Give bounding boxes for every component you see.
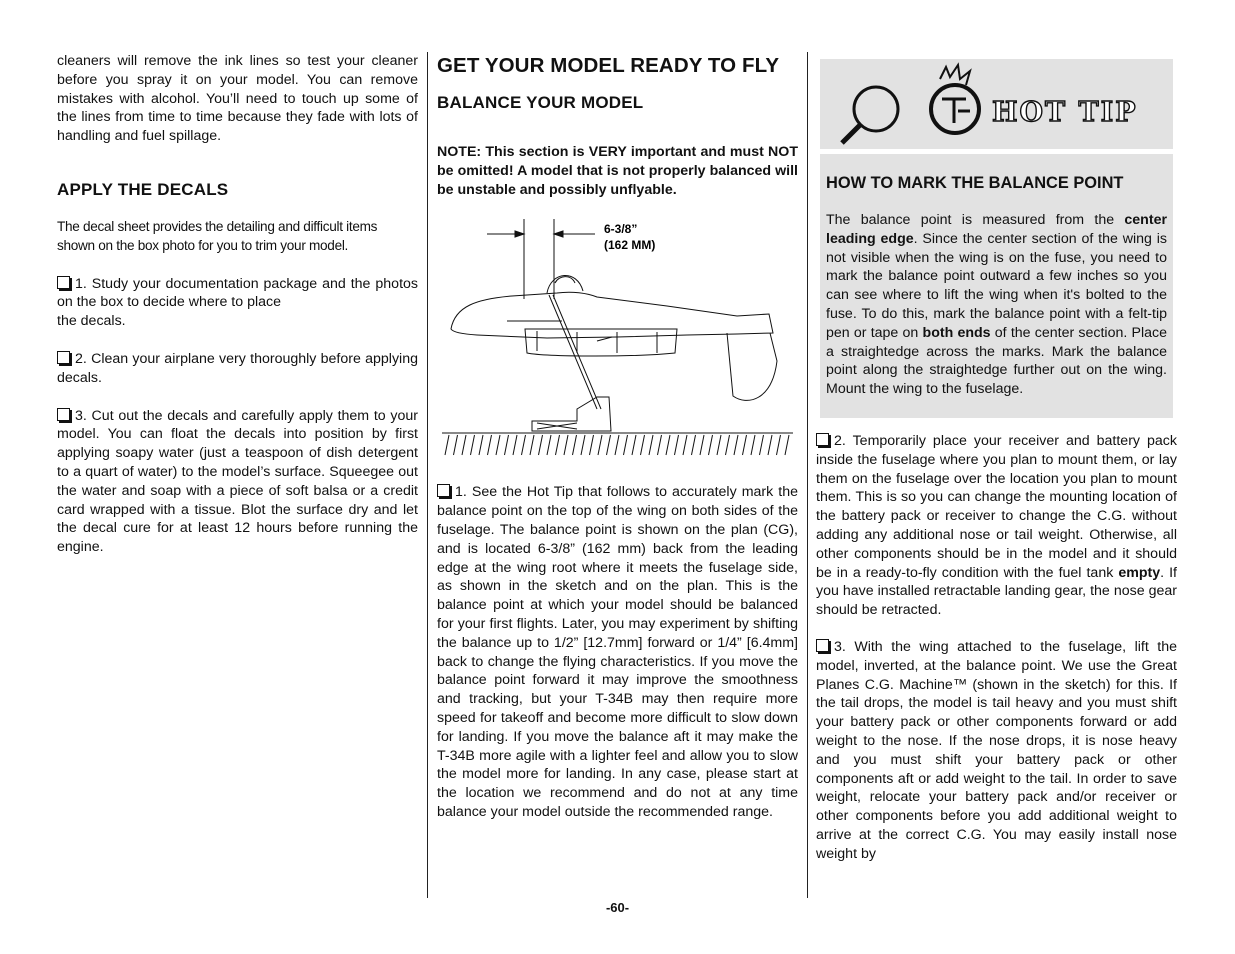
balance-step-2: 2. Temporarily place your receiver and battery pack inside the fuselage where you plan to mount them, or lay them on the fuselage over the location you plan to mount them. This is so you can change the mounting location of the battery pack or receiver to change the C.G. without adding any additional nose or tail weight. Otherwise, all other components should be in the model and it should be in a ready-to-fly condition with the fuel tank empty. If you have installed retractable landing gear, the nose gear should be retracted. [816,432,1177,619]
hatch-mark [454,435,458,455]
hatch-mark [496,435,500,455]
hatch-mark [598,435,602,455]
checkbox-icon[interactable] [57,408,70,421]
hatch-mark [513,435,517,455]
checkbox-icon[interactable] [57,351,70,364]
balance-step-1: 1. See the Hot Tip that follows to accurately mark the balance point on the top of the wing on both sides of the fuselage. The balance point is shown on the plan (CG), and is located 6-3/8” (162 mm) back from the leading edge at the wing root where it meets the fuselage side, as shown in the sketch and on the plan. This is the balance point at which your model should be balanced for your first flights. Later, you may experiment by shifting the balance up to 1/2” [12.7mm] forward or 1/4” [6.4mm] back to change the flying characteristics. If you move the balance point forward it may improve the smoothness and tracking, but your T-34B may then require more speed for takeoff and become more difficult to slow down for landing. If you move the balance aft it may make the T-34B more agile with a lighter feel and allow you to slow the model more for landing. In any case, please start at the location we recommend and do not at any time balance your model outside the recommended range. [437,484,798,820]
left-column [57,52,418,557]
hatch-mark [581,435,585,455]
decals-step-2: 2. Clean your airplane very thoroughly before applying decals. [57,350,418,386]
hatch-mark [522,435,526,455]
balance-step-3: 3. With the wing attached to the fuselage, lift the model, inverted, at the balance point. We use the Great Planes C.G. Machine™ (shown in the sketch) for this. If the tail drops, the model is tail heavy and you must shift your battery pack or other components forward or add weight to the nose. If the nose drops, it is nose heavy and you must shift your battery pack or other components aft or add weight to the tail. In order to save weight, relocate your battery pack and/or receiver or other components before you add additional weight to arrive at the correct C.G. You may easily install nose weight by [816,638,1177,862]
hatch-mark [471,435,475,455]
page-number: -60- [605,900,630,915]
magnifier-icon [854,87,898,131]
fuselage-outline [451,293,773,339]
dimension-label-mm: (162 MM) [604,238,656,253]
intro-paragraph: cleaners will remove the ink lines so test your cleaner before you spray it on your model. You can remove mistakes with alcohol. You’ll need to touch up some of the lines from time to time because they fade with lots of handling and fuel spillage. [57,53,418,145]
hatch-mark [760,435,764,455]
hatch-mark [479,435,483,455]
hatch-mark [641,435,645,455]
hot-tip-banner [820,59,1173,149]
column-divider-left [427,52,428,898]
hatch-mark [734,435,738,455]
hatch-mark [692,435,696,455]
hatch-mark [624,435,628,455]
hatch-mark [564,435,568,455]
hatch-mark [573,435,577,455]
checkbox-icon[interactable] [57,276,70,289]
tip-heading: HOW TO MARK THE BALANCE POINT [826,174,1124,192]
hatch-mark [547,435,551,455]
hatch-mark [751,435,755,455]
important-note: NOTE: This section is VERY important and must NOT be omitted! A model that is not properly balanced will be unstable and possibly unflyable. [437,144,798,198]
cg-machine-post [549,295,597,409]
hatch-mark [445,435,449,455]
dimension-arrow [515,231,524,237]
decals-step-3: 3. Cut out the decals and carefully apply them to your model. You can float the decals into position by first applying soapy water (just a teaspoon of dish detergent to a quart of water) to the model’s surface. Squeegee out the water and soap with a piece of soft balsa or a credit card wrapped with a tissue. Blot the surface dry and let the decal cure for at least 12 hours before running the engine. [57,407,418,556]
hatch-mark [607,435,611,455]
hatch-mark [726,435,730,455]
checkbox-icon[interactable] [437,484,450,497]
balance-heading: BALANCE YOUR MODEL [437,93,644,112]
hatch-mark [556,435,560,455]
decals-heading: APPLY THE DECALS [57,179,229,199]
checkbox-icon[interactable] [816,433,829,446]
dimension-arrow [554,231,563,237]
hatch-mark [658,435,662,455]
hatch-mark [743,435,747,455]
hatch-mark [590,435,594,455]
hatch-mark [615,435,619,455]
hatch-mark [666,435,670,455]
middle-column [437,52,798,822]
right-column [816,52,1177,864]
hot-tip-box [820,154,1173,418]
hot-tip-title: HOT TIP [992,97,1138,128]
hatch-mark [777,435,781,455]
section-title: GET YOUR MODEL READY TO FLY [437,54,780,77]
tail-fin [727,333,777,400]
hatch-mark [649,435,653,455]
balance-sketch [437,211,798,471]
column-divider-right [807,52,808,898]
cg-machine-base [532,397,611,431]
hatch-mark [709,435,713,455]
hatch-mark [488,435,492,455]
hatch-mark [505,435,509,455]
hatch-mark [530,435,534,455]
decals-step-1: 1. Study your documentation package and the photos on the box to decide where to place the decals. [57,275,418,330]
dimension-label-inch: 6-3/8” [604,222,638,237]
hatch-mark [768,435,772,455]
hatch-mark [717,435,721,455]
tip-paragraph: The balance point is measured from the center leading edge. Since the center section of the wing is not visible when the wing is on the fuse, you need to mark the balance point outward a few inches so you can see where to lift the wing when it's bolted to the fuse. To do this, mark the balance point with a felt-tip pen or tape on both ends of the center section. Place a straightedge across the marks. Mark the balance point along the straightedge further out on the wing. Mount the wing to the fuselage. [826,212,1167,398]
hot-tip-logo [820,59,1173,149]
ground-hatching [445,435,789,455]
hatch-mark [632,435,636,455]
checkbox-icon[interactable] [816,639,829,652]
hatch-mark [539,435,543,455]
decals-intro: The decal sheet provides the detailing and difficult items shown on the box photo for you to trim your model. [57,218,378,253]
flame-icon [940,65,970,85]
canopy-outline [547,276,583,294]
hatch-mark [700,435,704,455]
hatch-mark [675,435,679,455]
hatch-mark [785,435,789,455]
hatch-mark [683,435,687,455]
wing-root [525,329,677,356]
hatch-mark [462,435,466,455]
